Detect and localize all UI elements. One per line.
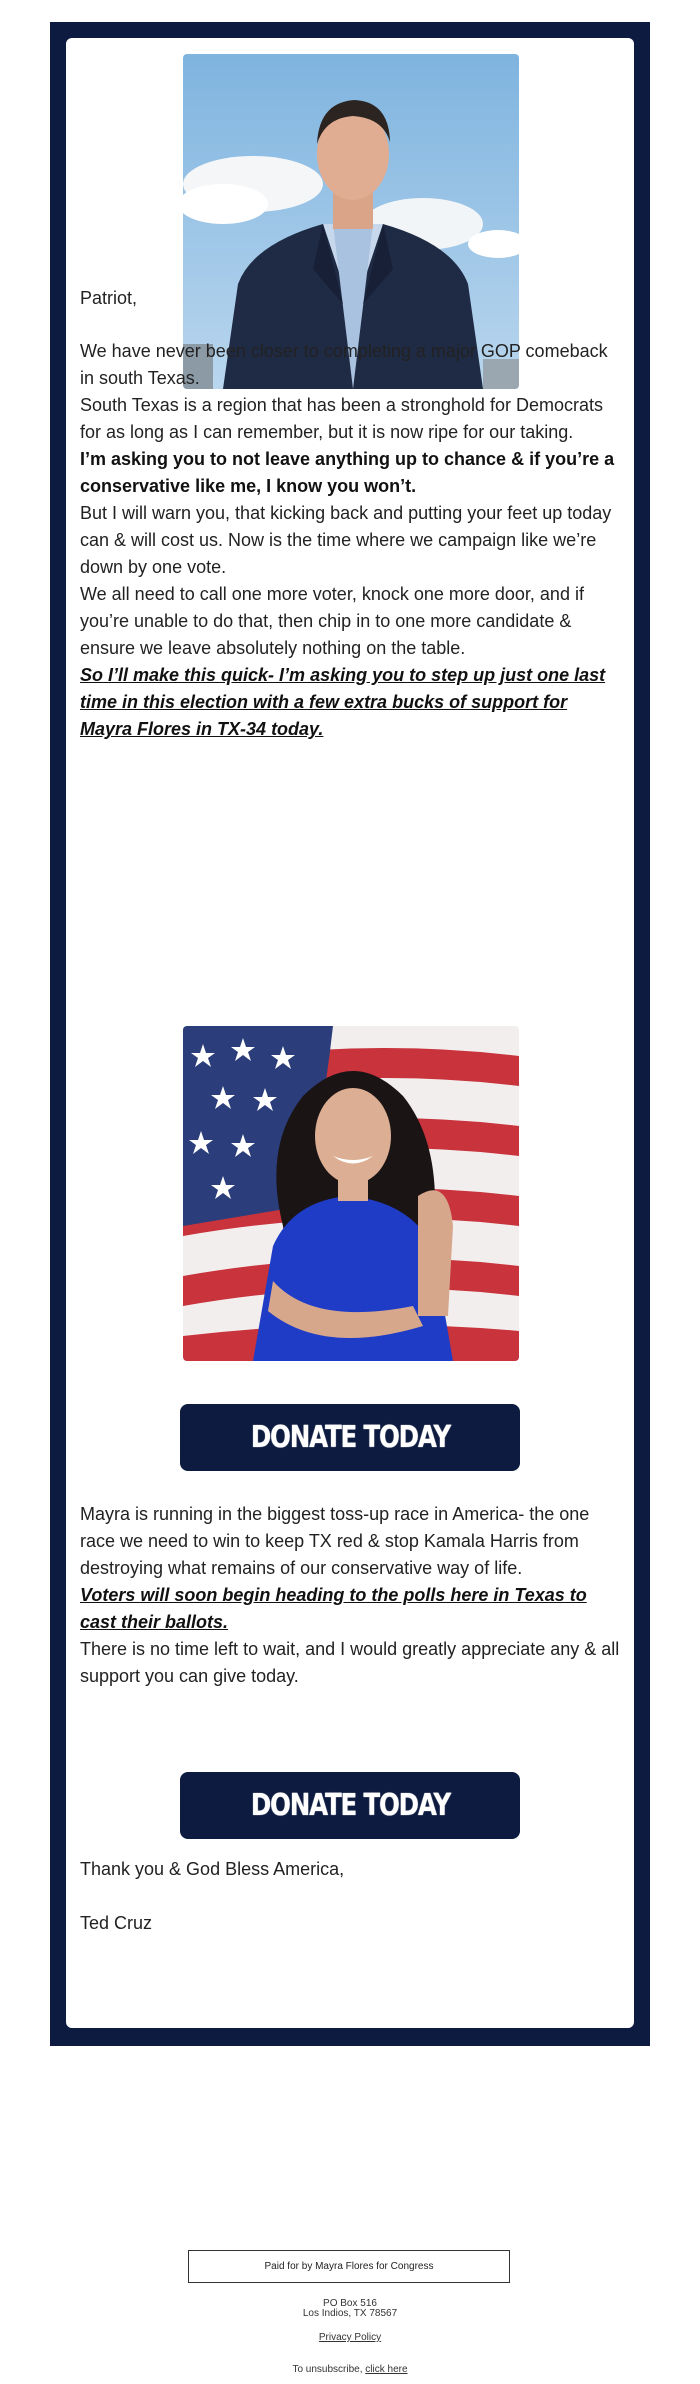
candidate-photo-image <box>183 1026 519 1361</box>
paragraph-voters: Voters will soon begin heading to the polls here in Texas to cast their ballots. <box>80 1585 587 1632</box>
privacy-policy-row <box>0 2332 700 2343</box>
privacy-policy-link[interactable]: Privacy Policy <box>318 2332 382 2343</box>
email-frame <box>50 22 650 2046</box>
paragraph-quick-ask: So I’ll make this quick- I’m asking you to step up just one last time in this election with a few extra bucks of support for Mayra Flores in TX-34 today. <box>80 665 606 739</box>
mailing-address-line2: Los Indios, TX 78567 <box>302 2308 398 2319</box>
paid-for-text: Paid for by Mayra Flores for Congress <box>264 2261 434 2272</box>
donate-button[interactable] <box>180 1404 520 1471</box>
donate-button-second[interactable] <box>180 1772 520 1839</box>
signature: Ted Cruz <box>80 1913 153 1933</box>
paragraph-call-to-action: We all need to call one more voter, knock one more door, and if you’re unable to do that, then chip in to one more candidate & ensure we leave absolutely nothing on the table. <box>80 584 584 658</box>
unsubscribe-link[interactable]: click here <box>365 2364 408 2375</box>
paragraph-no-time: There is no time left to wait, and I would greatly appreciate any & all support you can give today. <box>80 1639 620 1686</box>
unsubscribe-row <box>0 2364 700 2375</box>
donate-button-label: DONATE TODAY <box>250 1420 450 1455</box>
paid-for-disclaimer <box>188 2250 510 2283</box>
paragraph-toss-up-race: Mayra is running in the biggest toss-up race in America- the one race we need to win to keep TX red & stop Kamala Harris from destroying what remains of our conservative way of life. <box>80 1504 590 1578</box>
donate-button-second-label: DONATE TODAY <box>250 1788 450 1823</box>
email-card <box>66 38 634 2028</box>
paragraph-ask-bold: I’m asking you to not leave anything up to chance & if you’re a conservative like me, I know you won’t. <box>80 449 615 496</box>
closing-line: Thank you & God Bless America, <box>80 1859 345 1879</box>
mailing-address-line1: PO Box 516 <box>323 2298 377 2309</box>
paragraph-warning: But I will warn you, that kicking back and putting your feet up today can & will cost us. Now is the time where we campaign like we’re down by one vote. <box>80 503 612 577</box>
candidate-photo <box>183 1026 519 1361</box>
paragraph-comeback: We have never been closer to completing a major GOP comeback in south Texas. <box>80 341 608 388</box>
greeting: Patriot, <box>80 288 138 308</box>
unsubscribe-text: To unsubscribe, <box>292 2364 363 2375</box>
paragraph-south-texas: South Texas is a region that has been a stronghold for Democrats for as long as I can remember, but it is now ripe for our taking. <box>80 395 603 442</box>
